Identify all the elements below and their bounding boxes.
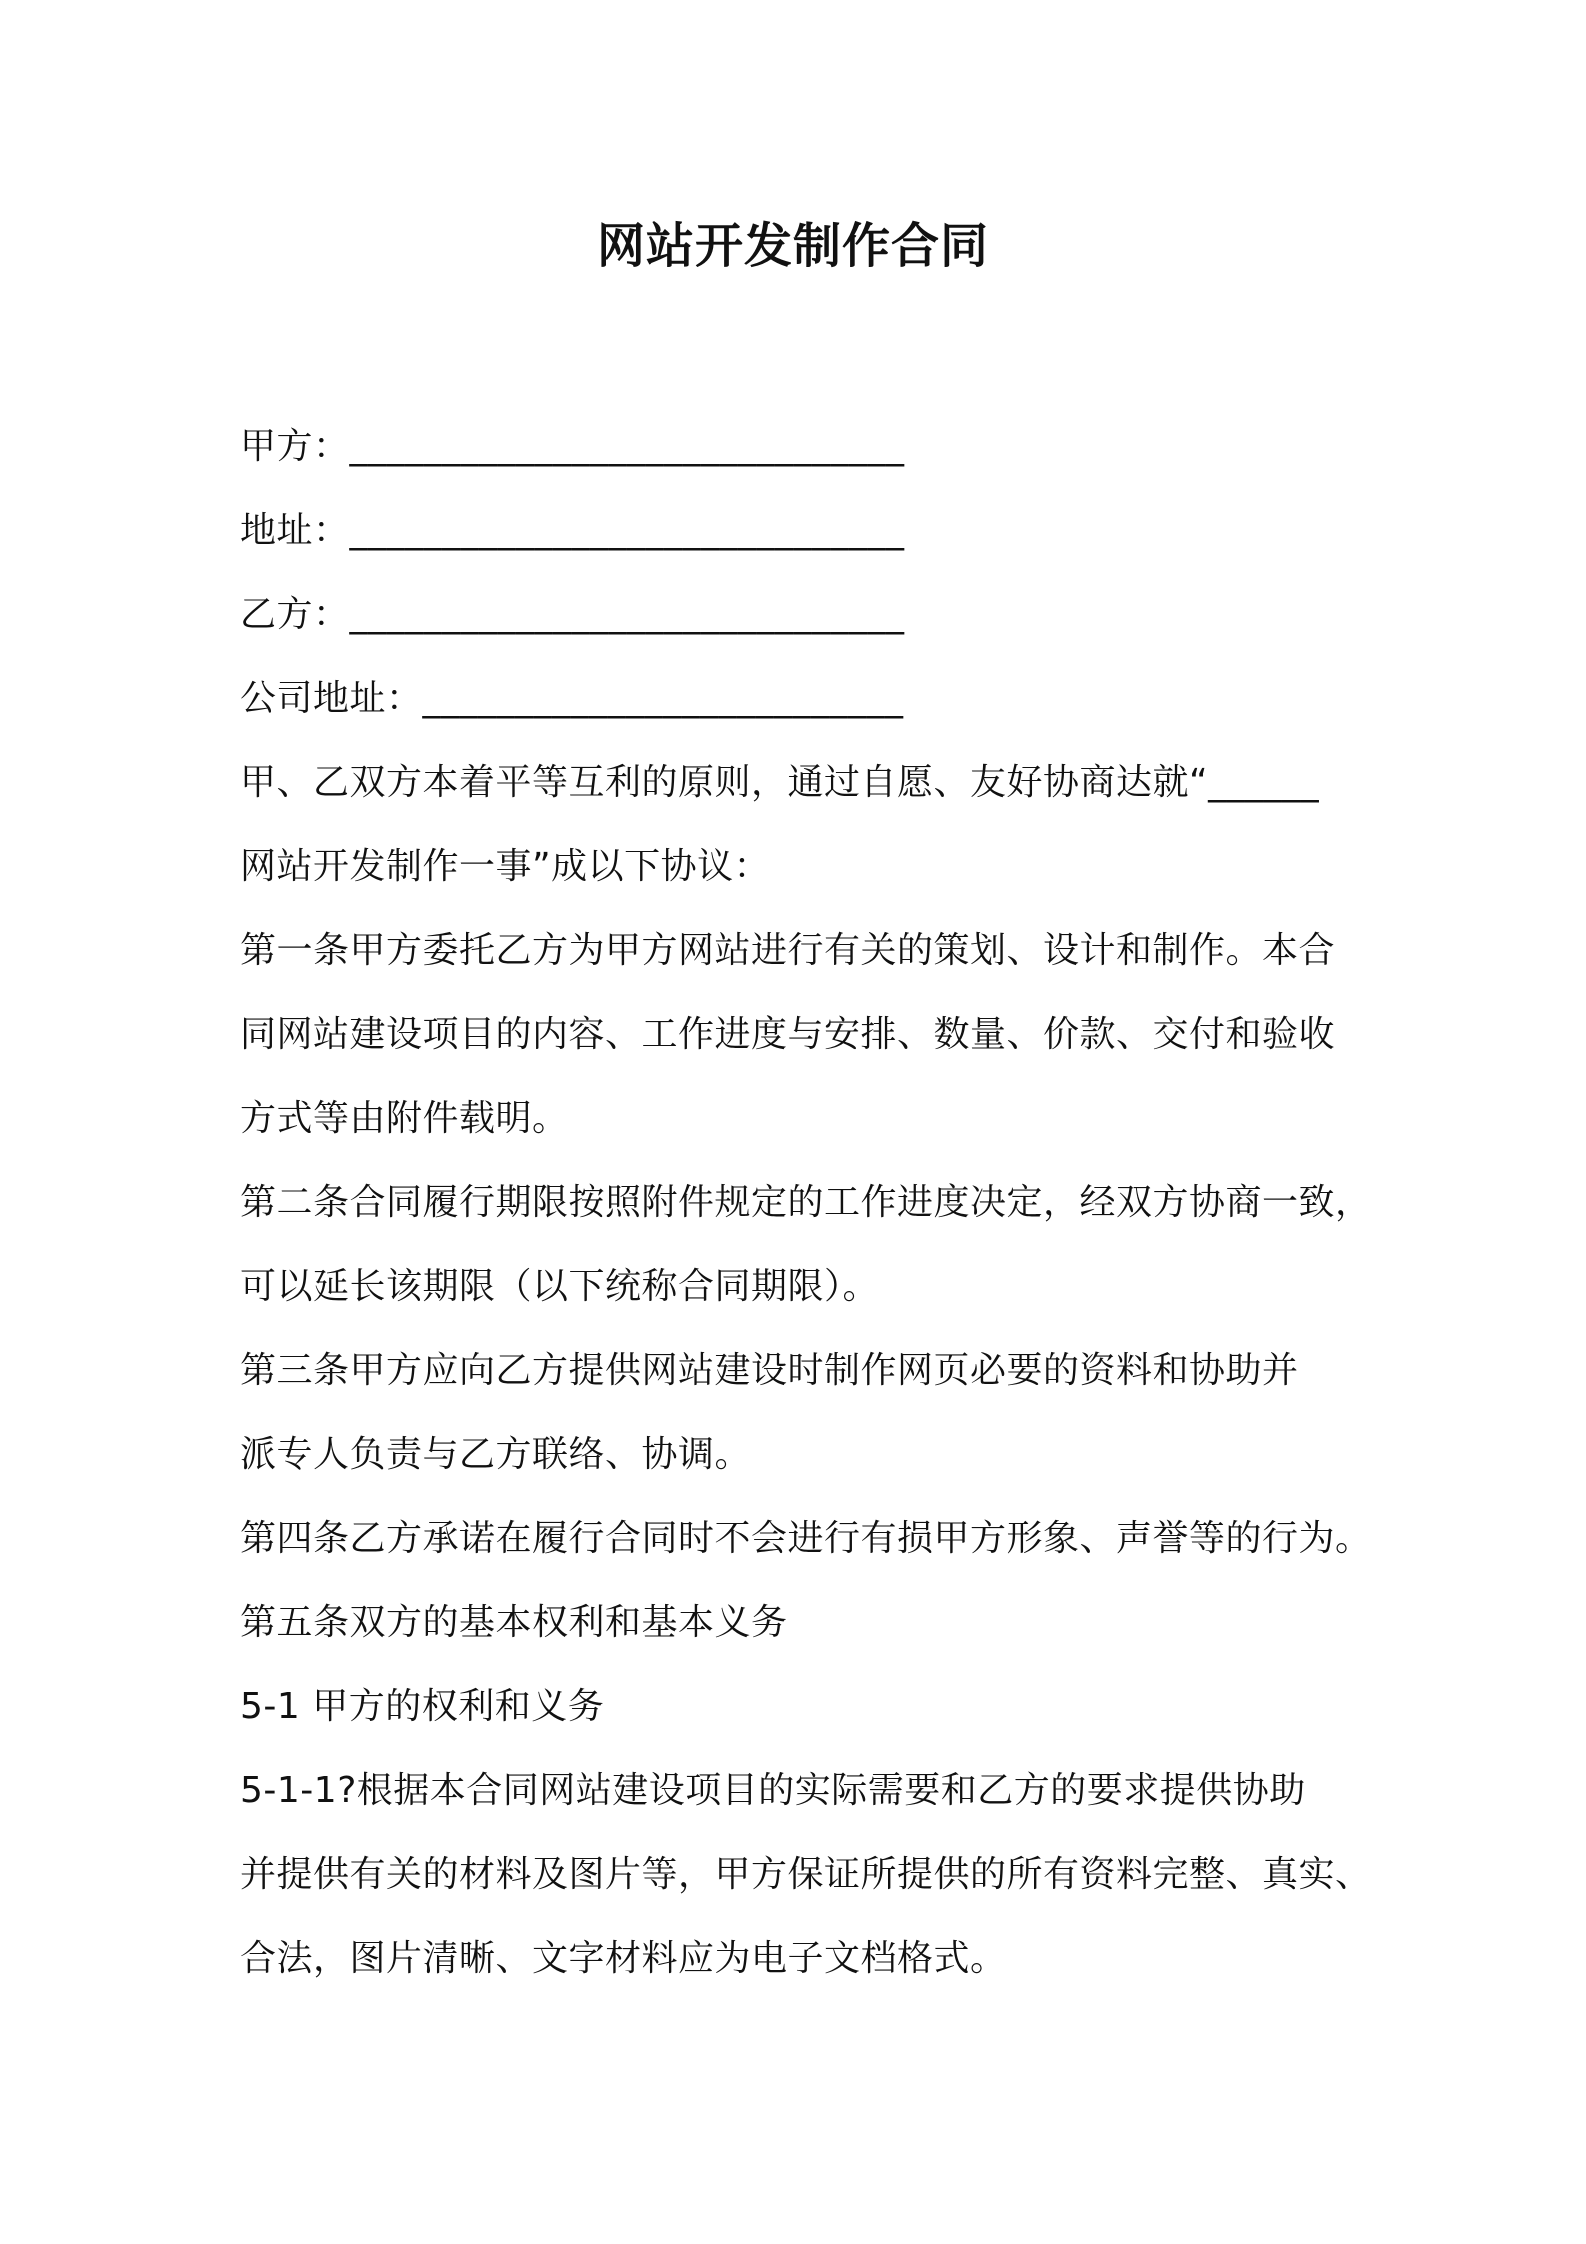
article-2-line-1: 第二条合同履行期限按照附件规定的工作进度决定，经双方协商一致， <box>240 1182 1372 1223</box>
article-1-line-2: 同网站建设项目的内容、工作进度与安排、数量、价款、交付和验收 <box>240 1014 1336 1055</box>
article-4-line-1: 第四条乙方承诺在履行合同时不会进行有损甲方形象、声誉等的行为。 <box>240 1518 1372 1559</box>
party-a-line: 甲方：______________________________ <box>240 426 905 467</box>
article-3-line-2: 派专人负责与乙方联络、协调。 <box>240 1434 752 1475</box>
article-5-heading: 第五条双方的基本权利和基本义务 <box>240 1602 788 1643</box>
document-body <box>240 405 1380 2001</box>
company-address-line: 公司地址：__________________________ <box>240 678 904 719</box>
article-1-line-1: 第一条甲方委托乙方为甲方网站进行有关的策划、设计和制作。本合 <box>240 930 1336 971</box>
intro-line-2: 网站开发制作一事”成以下协议： <box>240 846 771 887</box>
address-line: 地址：______________________________ <box>240 510 905 551</box>
article-1-line-3: 方式等由附件载明。 <box>240 1098 569 1139</box>
section-5-1-1-line-2: 并提供有关的材料及图片等，甲方保证所提供的所有资料完整、真实、 <box>240 1854 1372 1895</box>
intro-line-1: 甲、乙双方本着平等互利的原则，通过自愿、友好协商达就“______ <box>240 762 1320 803</box>
article-3-line-1: 第三条甲方应向乙方提供网站建设时制作网页必要的资料和协助并 <box>240 1350 1299 1391</box>
document-title: 网站开发制作合同 <box>596 218 989 274</box>
section-5-1-1-line-3: 合法，图片清晰、文字材料应为电子文档格式。 <box>240 1938 1007 1979</box>
section-5-1-1-line-1: 5-1-1?根据本合同网站建设项目的实际需要和乙方的要求提供协助 <box>240 1770 1306 1811</box>
article-2-line-2: 可以延长该期限（以下统称合同期限）。 <box>240 1266 880 1307</box>
party-b-line: 乙方：______________________________ <box>240 594 905 635</box>
section-5-1-heading: 5-1 甲方的权利和义务 <box>240 1686 605 1727</box>
